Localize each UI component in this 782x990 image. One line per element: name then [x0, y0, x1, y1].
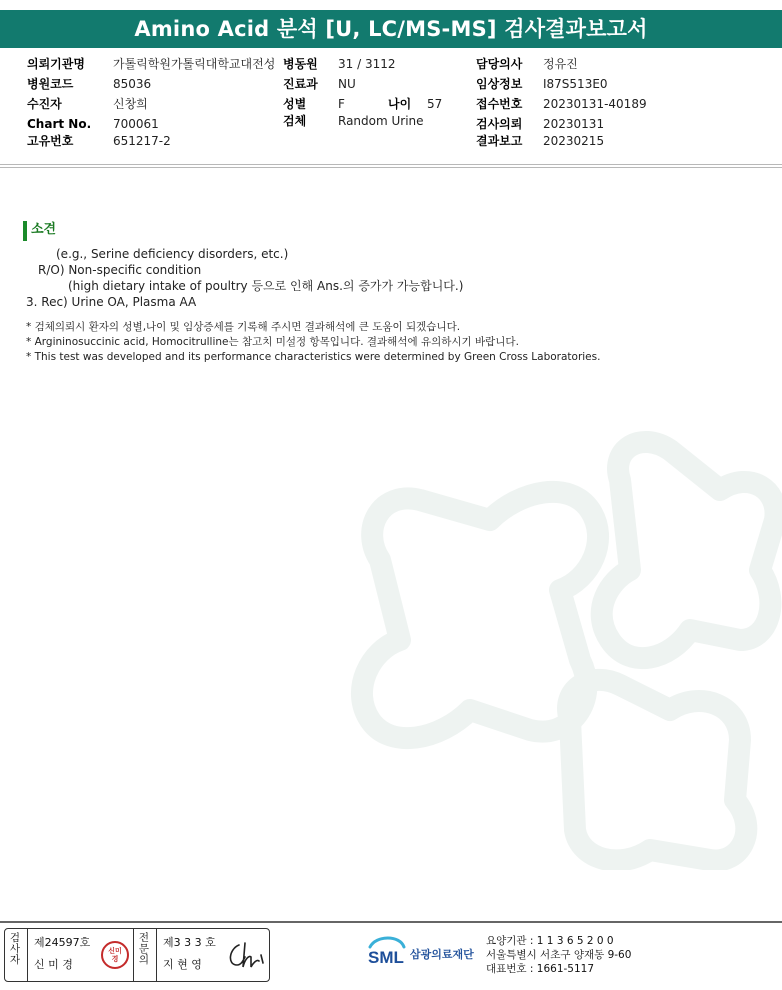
tester-label: 검사자	[9, 932, 21, 966]
report-title: Amino Acid 분석 [U, LC/MS-MS] 검사결과보고서	[0, 10, 782, 48]
contact-line: 대표번호 : 1661-5117	[486, 963, 595, 975]
findings-title: 소견	[31, 222, 57, 237]
watermark-cross-graphic	[320, 420, 782, 870]
dept-label: 진료과	[283, 77, 318, 91]
findings-line: (high dietary intake of poultry 등으로 인해 Ans.의 증가가 가능합니다.)	[68, 279, 464, 293]
age-value: 57	[427, 97, 443, 111]
clinical-info-label: 임상정보	[476, 77, 523, 91]
tester-license: 제24597호	[34, 936, 91, 949]
svg-text:SML: SML	[368, 948, 404, 967]
note-line: * Argininosuccinic acid, Homocitrulline는 참고치 미설정 항목입니다. 결과해석에 유의하시기 바랍니다.	[26, 336, 519, 348]
chart-number-label: Chart No.	[27, 117, 92, 131]
patient-label: 수진자	[27, 97, 62, 111]
header-divider	[0, 164, 782, 165]
doctor-label: 담당의사	[476, 57, 523, 71]
tester-name: 신 미 경	[34, 958, 73, 971]
tester-seal-stamp: 신미경	[101, 941, 129, 969]
reviewer-signature	[223, 937, 267, 973]
findings-line: R/O) Non-specific condition	[38, 263, 202, 277]
reviewer-name: 지 현 영	[163, 958, 202, 971]
institution-value: 가톨릭학원가톨릭대학교대전성	[113, 57, 276, 71]
findings-line: (e.g., Serine deficiency disorders, etc.)	[56, 247, 289, 261]
signature-separator	[133, 929, 134, 981]
dept-value: NU	[338, 77, 356, 91]
request-date-label: 검사의뢰	[476, 117, 523, 131]
org-name: 삼광의료재단	[410, 948, 474, 961]
reviewer-label: 전문의	[138, 932, 150, 966]
signature-box	[4, 928, 270, 982]
unique-id-value: 651217-2	[113, 134, 171, 148]
age-label: 나이	[388, 97, 412, 111]
report-date-label: 결과보고	[476, 134, 523, 148]
note-line: * This test was developed and its performance characteristics were determined by Green Cross Laboratories.	[26, 351, 601, 363]
institution-label: 의뢰기관명	[27, 57, 85, 71]
signature-separator	[156, 929, 157, 981]
sex-label: 성별	[283, 97, 307, 111]
note-line: * 검체의뢰시 환자의 성별,나이 및 임상증세를 기록해 주시면 결과해석에 큰 도움이 되겠습니다.	[26, 321, 461, 333]
patient-value: 신창희	[113, 97, 148, 111]
hospital-code-value: 85036	[113, 77, 152, 91]
request-date-value: 20230131	[543, 117, 605, 131]
ward-label: 병동원	[283, 57, 318, 71]
signature-separator	[27, 929, 28, 981]
footer-divider	[0, 921, 782, 923]
ward-value: 31 / 3112	[338, 57, 396, 71]
findings-accent-bar	[23, 221, 27, 241]
receipt-number-value: 20230131-40189	[543, 97, 647, 111]
report-date-value: 20230215	[543, 134, 605, 148]
unique-id-label: 고유번호	[27, 134, 74, 148]
contact-line: 서울특별시 서초구 양재동 9-60	[486, 949, 632, 961]
sex-value: F	[338, 97, 345, 111]
chart-number-value: 700061	[113, 117, 159, 131]
hospital-code-label: 병원코드	[27, 77, 74, 91]
header-divider-secondary	[0, 167, 782, 168]
specimen-label: 검체	[283, 114, 307, 128]
receipt-number-label: 접수번호	[476, 97, 523, 111]
reviewer-license: 제3 3 3 호	[163, 936, 216, 949]
contact-line: 요양기관 : 1 1 3 6 5 2 0 0	[486, 935, 614, 947]
clinical-info-value: I87S513E0	[543, 77, 608, 91]
specimen-value: Random Urine	[338, 114, 424, 128]
doctor-value: 정유진	[543, 57, 578, 71]
findings-line: 3. Rec) Urine OA, Plasma AA	[26, 295, 197, 309]
